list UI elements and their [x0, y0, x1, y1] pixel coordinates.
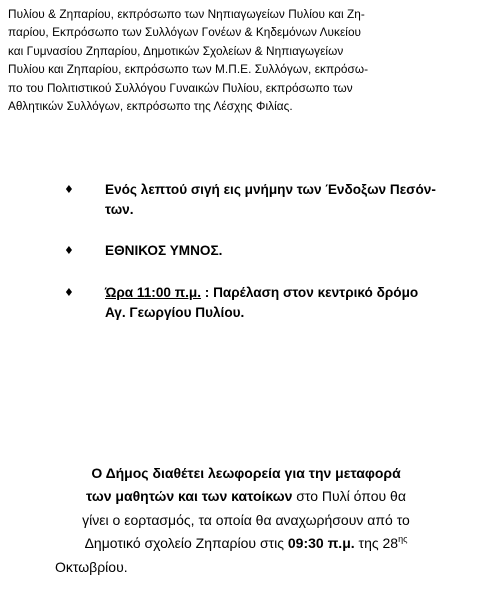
parade-description: : Παρέλαση στον κεντρικό δρόμο	[201, 285, 419, 300]
notice-line: γίνει ο εορτασμός, τα οποία θα αναχωρήσουν από το	[82, 511, 410, 528]
list-item-text	[105, 283, 465, 323]
notice-line	[0, 532, 492, 555]
paragraph-line: Αθλητικών Συλλόγων, εκπρόσωπο της Λέσχης Φιλίας.	[8, 99, 293, 114]
list-item-line: των.	[105, 202, 134, 217]
notice-line: Οκτωβρίου.	[55, 558, 128, 575]
list-item-text	[105, 241, 465, 261]
list-item-line: ΕΘΝΙΚΟΣ ΥΜΝΟΣ.	[105, 243, 223, 258]
list-item-line: Αγ. Γεωργίου Πυλίου.	[105, 305, 245, 320]
paragraph-line: και Γυμνασίου Ζηπαρίου, Δημοτικών Σχολείων & Νηπιαγωγείων	[8, 43, 344, 58]
notice-text: της 28	[354, 535, 399, 552]
paragraph-line: Πυλίου και Ζηπαρίου, εκπρόσωπο των Μ.Π.Ε. Συλλόγων, εκπρόσω-	[8, 62, 369, 77]
representatives-paragraph	[8, 5, 474, 115]
notice-line: Ο Δήμος διαθέτει λεωφορεία για την μεταφορά	[91, 465, 401, 481]
ordinal-suffix: ης	[398, 534, 408, 545]
parade-time: Ώρα 11:00 π.μ.	[105, 285, 202, 300]
paragraph-line: Πυλίου & Ζηπαρίου, εκπρόσωπο των Νηπιαγωγείων Πυλίου και Ζη-	[8, 7, 365, 21]
notice-text: στο Πυλί όπου θα	[292, 488, 406, 505]
diamond-bullet-icon: ♦	[64, 244, 74, 257]
notice-emphasis: των μαθητών και των κατοίκων	[86, 488, 293, 505]
list-item-line	[105, 283, 465, 303]
bus-notice-paragraph	[0, 462, 492, 579]
notice-text: Δημοτικό σχολείο Ζηπαρίου στις	[84, 535, 288, 552]
diamond-bullet-icon: ♦	[64, 286, 74, 299]
diamond-bullet-icon: ♦	[64, 183, 74, 196]
list-item-line: Ενός λεπτού σιγή εις μνήμην των Ένδοξων Πεσόν-	[105, 182, 436, 197]
paragraph-line: πο του Πολιτιστικού Συλλόγου Γυναικών Πυλίου, εκπρόσωπο των	[8, 80, 353, 95]
list-item-text	[105, 180, 465, 220]
paragraph-line: παρίου, Εκπρόσωπο των Συλλόγων Γονέων & Κηδεμόνων Λυκείου	[8, 25, 362, 40]
departure-time: 09:30 π.μ.	[287, 535, 355, 552]
notice-line	[0, 485, 492, 508]
